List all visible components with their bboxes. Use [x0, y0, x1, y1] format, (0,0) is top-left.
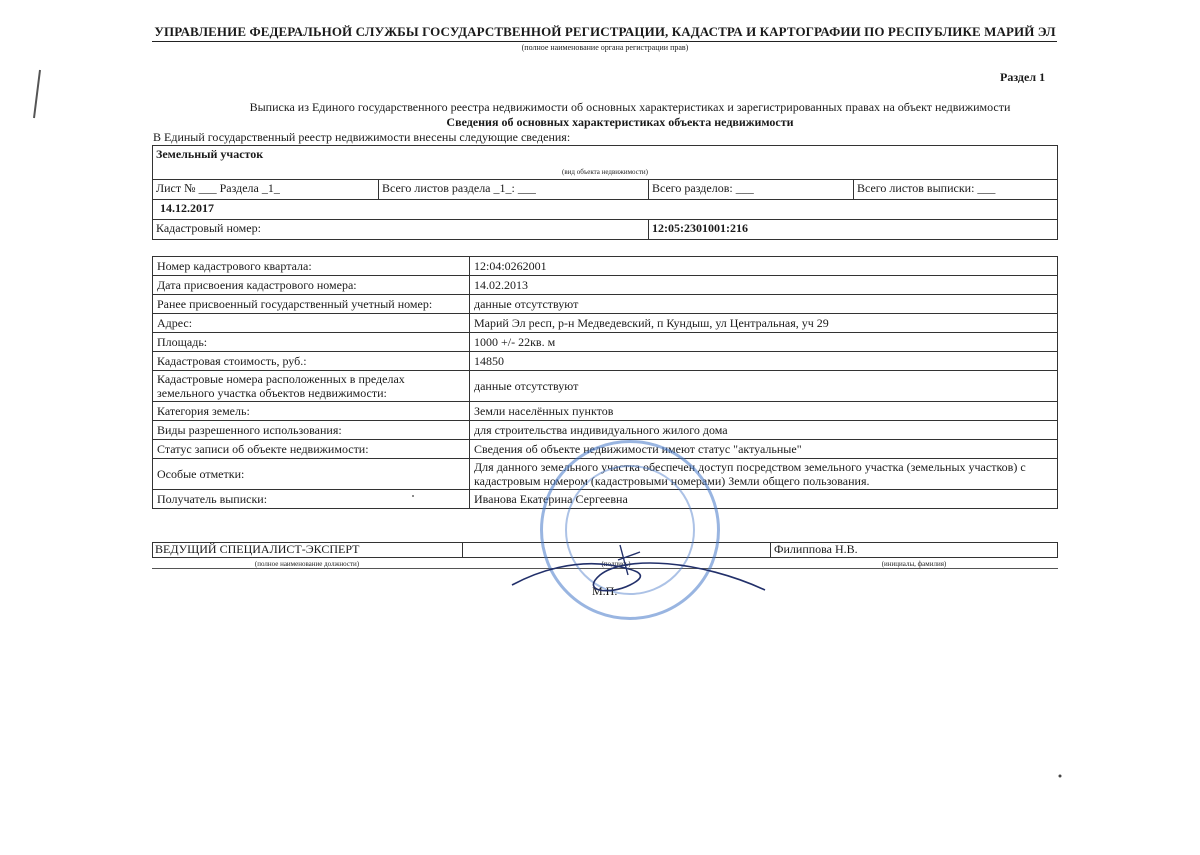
row-label: Номер кадастрового квартала: — [153, 257, 470, 276]
organization-caption: (полное наименование органа регистрации прав) — [521, 43, 689, 52]
sheet-number: Лист № ___ Раздела _1_ — [156, 181, 280, 195]
row-value: данные отсутствуют — [470, 295, 1058, 314]
sheets-in-section: Всего листов раздела _1_: ___ — [382, 181, 536, 195]
cadastral-number-label: Кадастровый номер: — [156, 221, 261, 235]
row-label: Кадастровая стоимость, руб.: — [153, 352, 470, 371]
signer-name: Филиппова Н.В. — [774, 542, 858, 556]
document-title: Выписка из Единого государственного реестра недвижимости об основных характеристиках и зарегистрированных правах на объект недвижимости — [249, 100, 1011, 114]
row-label: Дата присвоения кадастрового номера: — [153, 276, 470, 295]
position-caption: (полное наименование должности) — [254, 560, 360, 568]
position-title: ВЕДУЩИЙ СПЕЦИАЛИСТ-ЭКСПЕРТ — [155, 542, 360, 556]
row-value: данные отсутствуют — [470, 371, 1058, 402]
object-type: Земельный участок — [156, 147, 264, 161]
row-value: Марий Эл респ, р-н Медведевский, п Кундыш, ул Центральная, уч 29 — [470, 314, 1058, 333]
signature-caption: (подпись) — [601, 560, 631, 568]
row-label: Адрес: — [153, 314, 470, 333]
row-value: Сведения об объекте недвижимости имеют статус "актуальные" — [470, 440, 1058, 459]
row-label: Виды разрешенного использования: — [153, 421, 470, 440]
row-label: Получатель выписки: — [153, 490, 470, 509]
row-value: 14.02.2013 — [470, 276, 1058, 295]
row-label: Категория земель: — [153, 402, 470, 421]
row-value: Для данного земельного участка обеспечен доступ посредством земельного участка (земельных участков) с кадастровым номером (кадастровыми номерами) Земли общего пользования. — [470, 459, 1058, 490]
total-sections: Всего разделов: ___ — [652, 181, 754, 195]
organization-name: УПРАВЛЕНИЕ ФЕДЕРАЛЬНОЙ СЛУЖБЫ ГОСУДАРСТВЕННОЙ РЕГИСТРАЦИИ, КАДАСТРА И КАРТОГРАФИИ ПО РЕСПУБЛИКЕ МАРИЙ ЭЛ — [154, 24, 1056, 39]
stamp-place-label: М.П. — [592, 584, 618, 598]
intro-text: В Единый государственный реестр недвижимости внесены следующие сведения: — [153, 130, 571, 144]
row-label: Ранее присвоенный государственный учетный номер: — [153, 295, 470, 314]
total-sheets: Всего листов выписки: ___ — [857, 181, 996, 195]
extract-date: 14.12.2017 — [160, 201, 214, 215]
row-label: Кадастровые номера расположенных в пределах земельного участка объектов недвижимости: — [153, 371, 470, 402]
row-value: для строительства индивидуального жилого дома — [470, 421, 1058, 440]
row-label: Особые отметки: — [153, 459, 470, 490]
row-value: 1000 +/- 22кв. м — [470, 333, 1058, 352]
row-value: 12:04:0262001 — [470, 257, 1058, 276]
row-value: 14850 — [470, 352, 1058, 371]
cadastral-number-value: 12:05:2301001:216 — [652, 221, 748, 235]
row-label: Статус записи об объекте недвижимости: — [153, 440, 470, 459]
row-value: Иванова Екатерина Сергеевна — [470, 490, 1058, 509]
row-value: Земли населённых пунктов — [470, 402, 1058, 421]
document-subtitle: Сведения об основных характеристиках объекта недвижимости — [446, 115, 794, 129]
name-caption: (инициалы, фамилия) — [881, 560, 947, 568]
row-label: Площадь: — [153, 333, 470, 352]
section-label: Раздел 1 — [1000, 70, 1046, 84]
object-type-caption: (вид объекта недвижимости) — [562, 168, 648, 176]
